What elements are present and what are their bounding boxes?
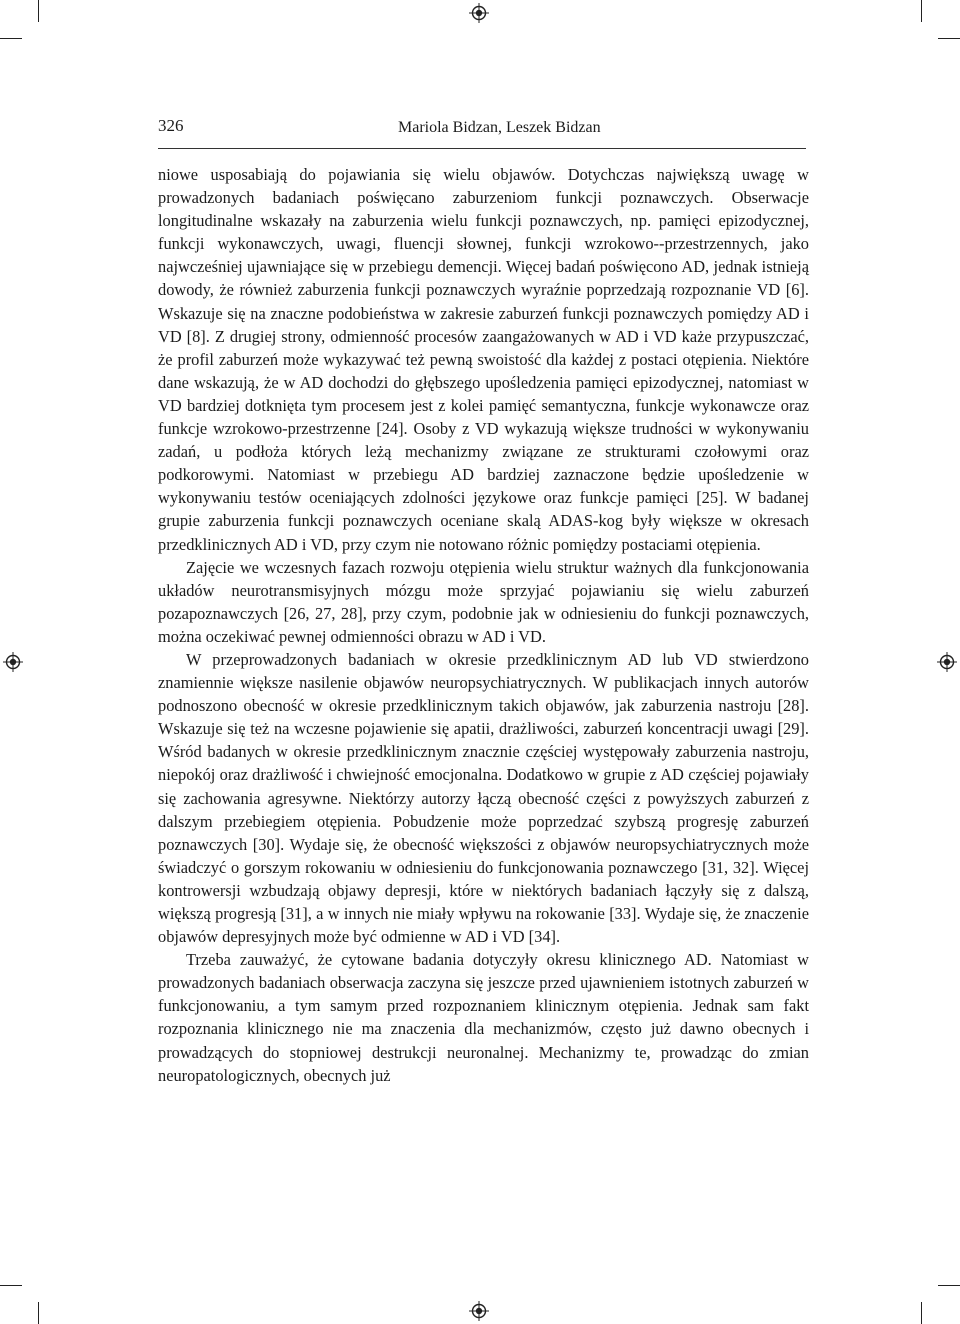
- running-head-authors: Mariola Bidzan, Leszek Bidzan: [398, 119, 601, 136]
- registration-mark-icon: [469, 3, 489, 23]
- paragraph: W przeprowadzonych badaniach w okresie przedklinicznym AD lub VD stwierdzono znamiennie większe nasilenie objawów neuropsychiatrycznych. W publikacjach innych autorów podnoszono obecność w okresie przedklinicznym takich objawów, jak zaburzenia nastroju [28]. Wskazuje się też na wczesne pojawienie się apatii, drażliwości, zaburzeń koncentracji uwagi [29]. Wśród badanych w okresie przedklinicznym znacznie częściej występowały zaburzenia nastroju, niepokój oraz drażliwość i chwiejność emocjonalna. Dodatkowo w grupie z AD częściej pojawiały się zachowania agresywne. Niektórzy autorzy łączą obecność części z powyższych zaburzeń z dalszym przebiegiem otępienia. Pobudzenie może poprzedzać szybszą progresję zaburzeń poznawczych [30]. Wydaje się, że obecność większości z objawów neuropsychiatrycznych może świadczyć o gorszym rokowaniu w odniesieniu do funkcjonowania poznawczego [31, 32]. Więcej kontrowersji wzbudzają objawy depresji, które w niektórych badaniach łączyły się z dalszą, większą progresją [31], a w innych nie miały wpływu na rokowanie [33]. Wydaje się, że znaczenie objawów depresyjnych może być odmienne w AD i VD [34].: [158, 649, 809, 947]
- crop-mark-top-left: [0, 38, 22, 39]
- registration-mark-icon: [469, 1301, 489, 1321]
- paragraph: Zajęcie we wczesnych fazach rozwoju otępienia wielu struktur ważnych dla funkcjonowania układów neurotransmisyjnych mózgu może sprzyjać pojawianiu się wielu zaburzeń pozapoznawczych [26, 27, 28], przy czym, podobnie jak w odniesieniu do funkcji poznawczych, można oczekiwać pewnej odmienności obrazu w AD i VD.: [158, 557, 809, 646]
- crop-mark-top-right: [921, 0, 922, 22]
- crop-mark-bottom-right: [938, 1285, 960, 1286]
- paragraph: niowe usposabiają do pojawiania się wielu objawów. Dotychczas największą uwagę w prowadzonych badaniach poświęcano zaburzeniom funkcji poznawczych. Obserwacje longitudinalne wskazały na zaburzenia wielu funkcji poznawczych, np. pamięci epizodycznej, funkcji wykonawczych, uwagi, fluencji słownej, funkcji wzrokowo-⁠-przestrzennych, jako najwcześniej ujawniające się w przebiegu demencji. Więcej badań poświęcono AD, jednak istnieją dowody, że również zaburzenia funkcji poznawczych wyraźnie poprzedzają rozpoznanie VD [6]. Wskazuje się na znaczne podobieństwa w zakresie zaburzeń funkcji poznawczych pomiędzy AD i VD [8]. Z drugiej strony, odmienność procesów zaangażowanych w AD i VD każe przypuszczać, że profil zaburzeń może wykazywać też pewną swoistość dla każdej z postaci otępienia. Niektóre dane wskazują, że w AD dochodzi do głębszego upośledzenia pamięci epizodycznej, natomiast w VD bardziej dotknięta tym procesem jest z kolei pamięć semantyczna, funkcje wykonawcze oraz funkcje wzrokowo-przestrzenne [24]. Osoby z VD wykazują większe trudności w wykonywaniu zadań, u podłoża których leżą mechanizmy związane ze strukturami czołowymi oraz podkorowymi. Natomiast w przebiegu AD bardziej zaznaczone będzie upośledzenie w wykonywaniu testów oceniających zdolności językowe oraz funkcje pamięci [25]. W badanej grupie zaburzenia funkcji poznawczych oceniane skalą ADAS-kog były większe w okresach przedklinicznych AD i VD, przy czym nie notowano różnic pomiędzy postaciami otępienia.: [158, 165, 809, 554]
- registration-mark-icon: [3, 652, 23, 672]
- crop-mark-top-right: [938, 38, 960, 39]
- page-header: [158, 116, 806, 149]
- page-number: 326: [158, 116, 184, 135]
- crop-mark-bottom-left: [0, 1285, 22, 1286]
- registration-mark-icon: [937, 652, 957, 672]
- paragraph: Trzeba zauważyć, że cytowane badania dotyczyły okresu klinicznego AD. Natomiast w prowadzonych badaniach obserwacja zaczyna się jeszcze przed ujawnieniem istotnych zaburzeń w funkcjonowaniu, a tym samym przed rozpoznaniem klinicznym otępienia. Jednak sam fakt rozpoznania klinicznego nie ma znaczenia dla mechanizmów, często już dawno obecnych i prowadzących do stopniowej destrukcji neuronalnej. Mechanizmy te, prowadząc do zmian neuropatologicznych, obecnych już: [158, 950, 809, 1085]
- body-text: [158, 163, 809, 1087]
- crop-mark-top-left: [38, 0, 39, 22]
- crop-mark-bottom-right: [921, 1302, 922, 1324]
- crop-mark-bottom-left: [38, 1302, 39, 1324]
